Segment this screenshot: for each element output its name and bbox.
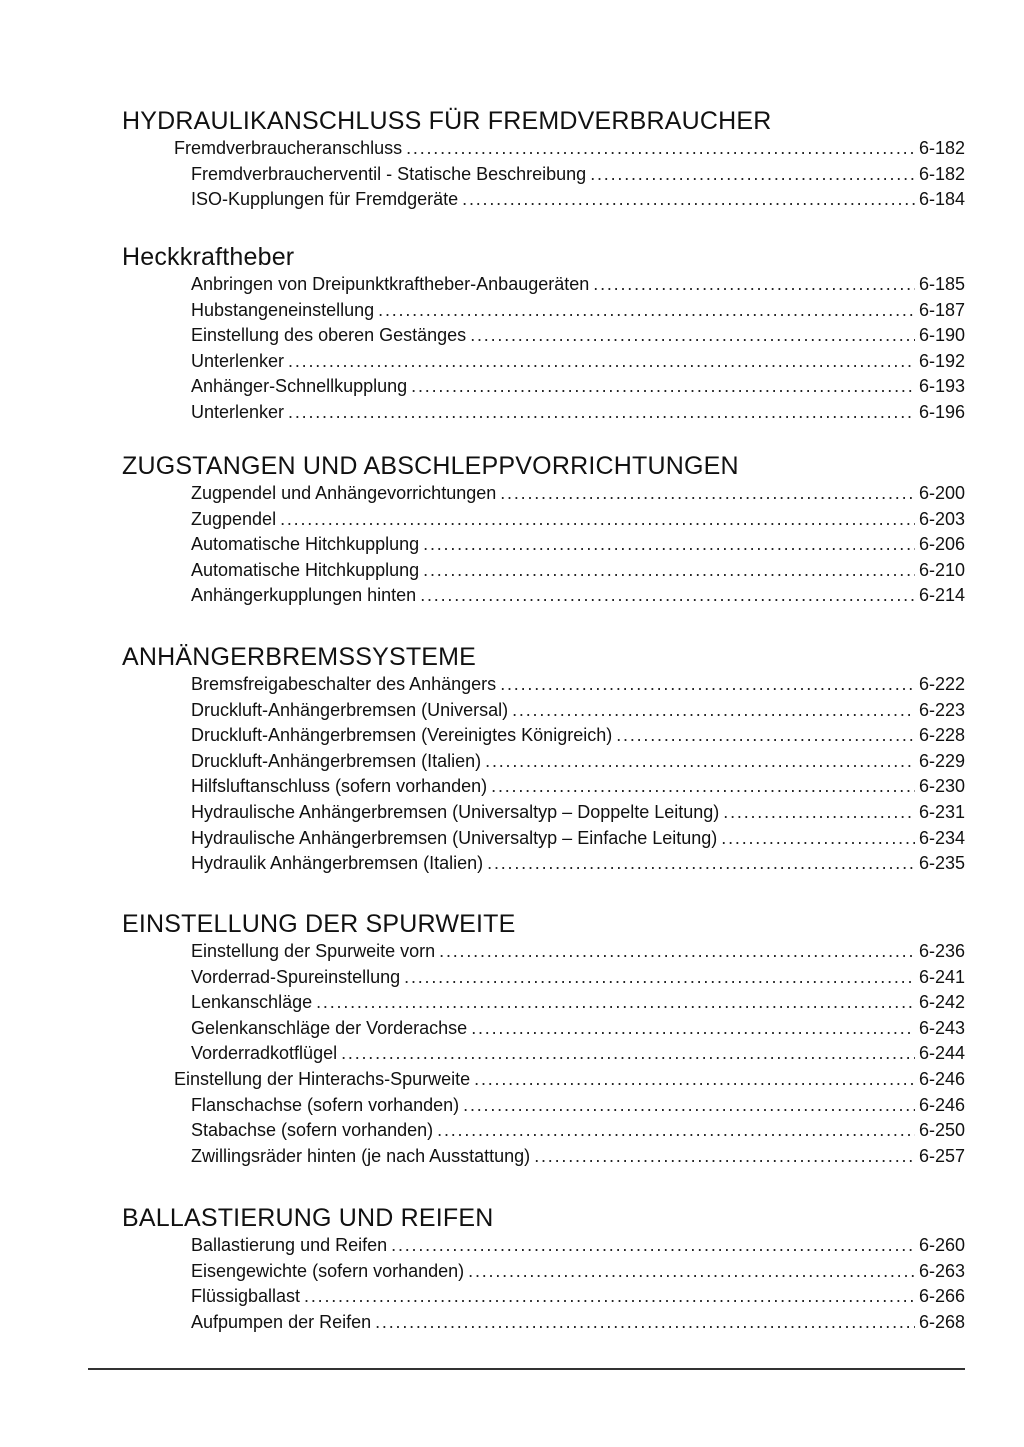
toc-entry-label: ISO-Kupplungen für Fremdgeräte (191, 189, 459, 210)
toc-entry-page: 6-250 (918, 1120, 965, 1141)
toc-section (122, 1203, 965, 1335)
toc-entry[interactable] (122, 1284, 965, 1310)
dot-leader (288, 400, 915, 426)
toc-entry[interactable] (122, 1118, 965, 1144)
toc-entry-page: 6-182 (918, 163, 965, 184)
toc-entry-page: 6-192 (918, 350, 965, 371)
dot-leader (423, 558, 915, 584)
toc-entry-page: 6-229 (918, 750, 965, 771)
toc-entry-label: Gelenkanschläge der Vorderachse (191, 1017, 468, 1038)
toc-entry-label: Hubstangeneinstellung (191, 299, 375, 320)
dot-leader (404, 965, 915, 991)
dot-leader (470, 323, 915, 349)
toc-entry[interactable] (122, 749, 965, 775)
toc-entry-label: Druckluft-Anhängerbremsen (Universal) (191, 699, 509, 720)
toc-entry[interactable] (122, 1259, 965, 1285)
toc-entry[interactable] (122, 400, 965, 426)
toc-entry[interactable] (122, 1067, 965, 1093)
toc-entry-page: 6-268 (918, 1311, 965, 1332)
toc-entry[interactable] (122, 965, 965, 991)
dot-leader (616, 723, 915, 749)
dot-leader (375, 1310, 915, 1336)
toc-entry-label: Anbringen von Dreipunktkraftheber-Anbaugeräten (191, 274, 590, 294)
toc-entry-label: Zwillingsräder hinten (je nach Ausstattung) (191, 1145, 531, 1166)
toc-entry-label: Bremsfreigabeschalter des Anhängers (191, 674, 497, 694)
toc-entry-label: Fremdverbraucheranschluss (174, 138, 403, 158)
toc-entry-page: 6-246 (918, 1068, 965, 1089)
toc-section (122, 106, 965, 213)
toc-entry-label: Einstellung der Spurweite vorn (191, 941, 436, 961)
toc-entry[interactable] (122, 136, 965, 162)
toc-entry-page: 6-210 (918, 559, 965, 580)
toc-entry-page: 6-236 (918, 941, 965, 961)
dot-leader (512, 698, 915, 724)
toc-entry[interactable] (122, 672, 965, 698)
section-entries (122, 1233, 965, 1335)
dot-leader (500, 672, 915, 698)
dot-leader (423, 532, 915, 558)
toc-entry[interactable] (122, 532, 965, 558)
toc-entry[interactable] (122, 698, 965, 724)
dot-leader (462, 187, 915, 213)
section-title: Heckkraftheber (122, 243, 295, 271)
toc-entry[interactable] (122, 990, 965, 1016)
toc-entry-label: Automatische Hitchkupplung (191, 534, 420, 555)
dot-leader (411, 374, 915, 400)
dot-leader (723, 800, 915, 826)
toc-entry-page: 6-266 (918, 1286, 965, 1307)
toc-entry-label: Druckluft-Anhängerbremsen (Vereinigtes Königreich) (191, 725, 613, 746)
dot-leader (304, 1284, 915, 1310)
footer-rule (88, 1368, 965, 1370)
toc-entry-page: 6-187 (918, 299, 965, 320)
toc-entry-page: 6-243 (918, 1017, 965, 1038)
toc-entry-label: Zugpendel und Anhängevorrichtungen (191, 483, 497, 503)
toc-entry-label: Vorderrad-Spureinstellung (191, 966, 401, 987)
toc-entry-page: 6-222 (918, 674, 965, 694)
toc-entry[interactable] (122, 826, 965, 852)
toc-entry-label: Flanschachse (sofern vorhanden) (191, 1094, 460, 1115)
toc-entry[interactable] (122, 851, 965, 877)
toc-entry-page: 6-230 (918, 776, 965, 797)
toc-section (122, 642, 965, 877)
toc-entry-page: 6-231 (918, 801, 965, 822)
toc-entry-label: Flüssigballast (191, 1286, 301, 1307)
toc-entry-page: 6-242 (918, 992, 965, 1013)
toc-entry-label: Hilfsluftanschluss (sofern vorhanden) (191, 776, 488, 797)
toc-entry-label: Ballastierung und Reifen (191, 1235, 388, 1255)
toc-entry-label: Hydraulische Anhängerbremsen (Universaltyp – Einfache Leitung) (191, 827, 718, 848)
toc-entry-page: 6-193 (918, 376, 965, 397)
toc-entry[interactable] (122, 800, 965, 826)
toc-entry-page: 6-200 (918, 483, 965, 503)
toc-entry-page: 6-228 (918, 725, 965, 746)
dot-leader (474, 1067, 915, 1093)
toc-entry[interactable] (122, 558, 965, 584)
dot-leader (463, 1093, 915, 1119)
toc-entry-page: 6-244 (918, 1043, 965, 1064)
section-entries (122, 272, 965, 426)
dot-leader (280, 507, 915, 533)
dot-leader (491, 774, 915, 800)
dot-leader (437, 1118, 915, 1144)
section-title: BALLASTIERUNG UND REIFEN (122, 1204, 494, 1232)
dot-leader (468, 1259, 915, 1285)
toc-entry-label: Anhänger-Schnellkupplung (191, 376, 408, 397)
toc-entry-page: 6-234 (918, 827, 965, 848)
toc-entry-page: 6-182 (918, 138, 965, 158)
toc-entry-label: Stabachse (sofern vorhanden) (191, 1120, 434, 1141)
toc-entry[interactable] (122, 187, 965, 213)
toc-section (122, 451, 965, 609)
section-entries (122, 136, 965, 213)
toc-entry-page: 6-246 (918, 1094, 965, 1115)
dot-leader (500, 481, 915, 507)
toc-entry-label: Druckluft-Anhängerbremsen (Italien) (191, 750, 482, 771)
toc-entry-page: 6-223 (918, 699, 965, 720)
toc-entry[interactable] (122, 298, 965, 324)
toc-entry-page: 6-203 (918, 508, 965, 529)
toc-entry[interactable] (122, 1041, 965, 1067)
toc-entry[interactable] (122, 1233, 965, 1259)
toc-entry[interactable] (122, 1144, 965, 1170)
dot-leader (487, 851, 915, 877)
toc-entry[interactable] (122, 774, 965, 800)
toc-entry-label: Hydraulik Anhängerbremsen (Italien) (191, 853, 484, 874)
toc-entry[interactable] (122, 723, 965, 749)
toc-entry[interactable] (122, 939, 965, 965)
toc-entry-label: Zugpendel (191, 508, 277, 529)
dot-leader (721, 826, 915, 852)
toc-entry-page: 6-235 (918, 853, 965, 874)
toc-section (122, 242, 965, 426)
dot-leader (341, 1041, 915, 1067)
toc-entry-label: Automatische Hitchkupplung (191, 559, 420, 580)
toc-entry-label: Fremdverbraucherventil - Statische Beschreibung (191, 163, 587, 184)
dot-leader (288, 349, 915, 375)
toc-entry-label: Hydraulische Anhängerbremsen (Universaltyp – Doppelte Leitung) (191, 801, 720, 822)
section-entries (122, 672, 965, 877)
toc-entry[interactable] (122, 272, 965, 298)
toc-entry-page: 6-257 (918, 1145, 965, 1166)
toc-entry-label: Unterlenker (191, 350, 285, 371)
toc-entry[interactable] (122, 162, 965, 188)
section-title: EINSTELLUNG DER SPURWEITE (122, 910, 516, 938)
dot-leader (590, 162, 915, 188)
toc-entry-label: Vorderradkotflügel (191, 1043, 338, 1064)
toc-entry-label: Einstellung der Hinterachs-Spurweite (174, 1068, 471, 1089)
dot-leader (439, 939, 915, 965)
toc-entry[interactable] (122, 349, 965, 375)
toc-entry-page: 6-184 (918, 189, 965, 210)
toc-entry-page: 6-214 (918, 585, 965, 606)
dot-leader (534, 1144, 915, 1170)
dot-leader (471, 1016, 915, 1042)
toc-entry-page: 6-196 (918, 401, 965, 422)
toc-entry-label: Eisengewichte (sofern vorhanden) (191, 1260, 465, 1281)
dot-leader (593, 272, 915, 298)
toc-section (122, 909, 965, 1169)
toc-entry-page: 6-263 (918, 1260, 965, 1281)
toc-entry[interactable] (122, 374, 965, 400)
section-title: ANHÄNGERBREMSSYSTEME (122, 643, 477, 671)
toc-entry-label: Anhängerkupplungen hinten (191, 585, 417, 606)
section-entries (122, 939, 965, 1169)
toc-entry[interactable] (122, 1016, 965, 1042)
toc-entry-page: 6-190 (918, 325, 965, 346)
section-title: ZUGSTANGEN UND ABSCHLEPPVORRICHTUNGEN (122, 452, 739, 480)
toc-entry[interactable] (122, 481, 965, 507)
toc-entry[interactable] (122, 1310, 965, 1336)
dot-leader (378, 298, 915, 324)
toc-entry-label: Lenkanschläge (191, 992, 313, 1013)
dot-leader (406, 136, 915, 162)
toc-entry[interactable] (122, 507, 965, 533)
toc-entry-label: Einstellung des oberen Gestänges (191, 325, 467, 346)
toc-entry-page: 6-206 (918, 534, 965, 555)
toc-entry[interactable] (122, 583, 965, 609)
toc-entry[interactable] (122, 323, 965, 349)
dot-leader (391, 1233, 915, 1259)
dot-leader (420, 583, 915, 609)
dot-leader (485, 749, 915, 775)
toc-entry-page: 6-185 (918, 274, 965, 294)
toc-entry-label: Aufpumpen der Reifen (191, 1311, 372, 1332)
toc-entry-page: 6-241 (918, 966, 965, 987)
dot-leader (316, 990, 915, 1016)
toc-entry-page: 6-260 (918, 1235, 965, 1255)
section-entries (122, 481, 965, 609)
toc-entry-label: Unterlenker (191, 401, 285, 422)
section-title: HYDRAULIKANSCHLUSS FÜR FREMDVERBRAUCHER (122, 107, 772, 135)
toc-entry[interactable] (122, 1093, 965, 1119)
